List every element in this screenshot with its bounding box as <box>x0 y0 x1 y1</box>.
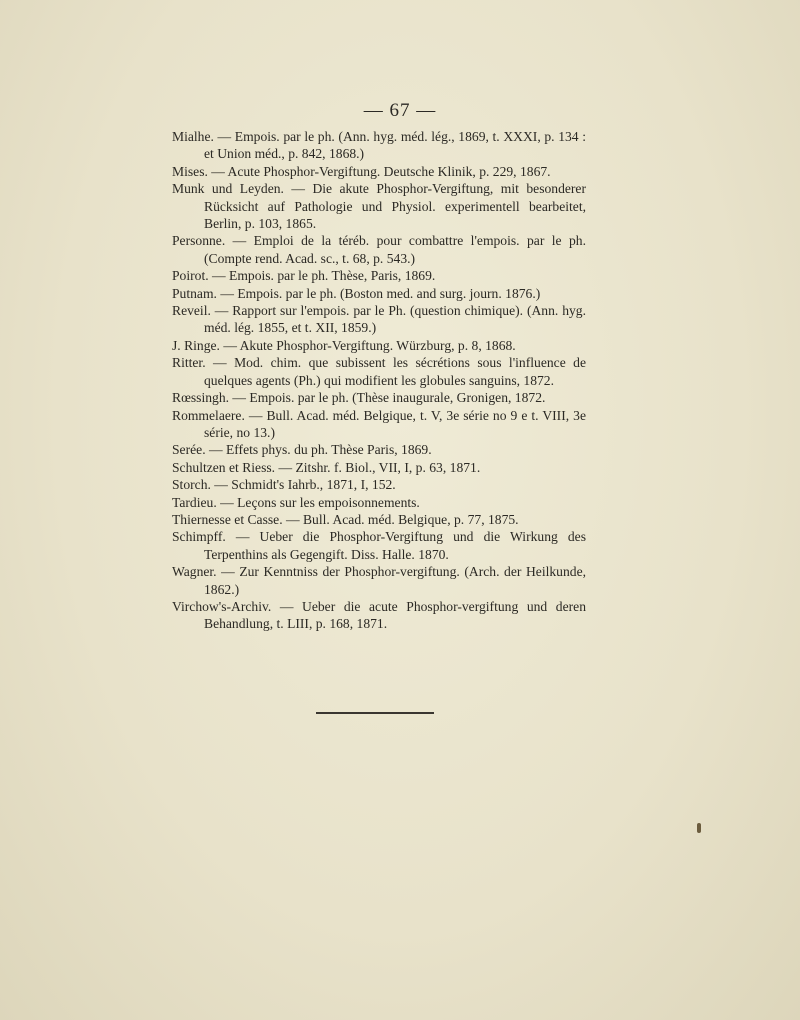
bibliography-entry: Rœssingh. — Empois. par le ph. (Thèse inaugurale, Gronigen, 1872. <box>172 390 546 406</box>
bibliography-entry: J. Ringe. — Akute Phosphor-Vergiftung. Würzburg, p. 8, 1868. <box>172 337 516 353</box>
bibliography-entry: Putnam. — Empois. par le ph. (Boston med. and surg. journ. 1876.) <box>172 285 541 301</box>
bibliography-entry: Mialhe. — Empois. par le ph. (Ann. hyg. méd. lég., 1869, t. XXXI, p. 134 : et Union méd., p. 842, 1868.) <box>172 129 586 162</box>
ink-mark <box>697 823 701 833</box>
bibliography-entry: Poirot. — Empois. par le ph. Thèse, Paris, 1869. <box>172 268 436 284</box>
bibliography-entry: Rommelaere. — Bull. Acad. méd. Belgique, t. V, 3e série no 9 e t. VIII, 3e série, no 13.) <box>172 407 586 440</box>
bibliography-entry: Serée. — Effets phys. du ph. Thèse Paris, 1869. <box>172 442 432 458</box>
bibliography-entry: Thiernesse et Casse. — Bull. Acad. méd. Belgique, p. 77, 1875. <box>172 511 519 527</box>
bibliography-entry: Wagner. — Zur Kenntniss der Phosphor-vergiftung. (Arch. der Heilkunde, 1862.) <box>172 564 586 597</box>
bibliography-entry: Schultzen et Riess. — Zitshr. f. Biol., VII, I, p. 63, 1871. <box>172 459 481 475</box>
bibliography-entry: Mises. — Acute Phosphor-Vergiftung. Deutsche Klinik, p. 229, 1867. <box>172 163 551 179</box>
bibliography-entry: Schimpff. — Ueber die Phosphor-Vergiftung und die Wirkung des Terpenthins als Gegengift. Diss. Halle. 1870. <box>172 529 586 562</box>
bibliography-entry: Virchow's-Archiv. — Ueber die acute Phosphor-vergiftung und deren Behandlung, t. LIII, p. 168, 1871. <box>172 598 586 632</box>
bibliography-list <box>172 128 586 633</box>
bibliography-entry: Storch. — Schmidt's Iahrb., 1871, I, 152. <box>172 477 396 493</box>
bibliography-entry: Munk und Leyden. — Die akute Phosphor-Vergiftung, mit besonderer Rücksicht auf Pathologie und Physiol. experimentell bearbeitet, Berlin, p. 103, 1865. <box>172 181 586 232</box>
closing-rule <box>316 712 434 714</box>
bibliography-entry: Personne. — Emploi de la téréb. pour combattre l'empois. par le ph. (Compte rend. Acad. sc., t. 68, p. 543.) <box>172 233 586 266</box>
page-number: — 67 — <box>363 100 437 121</box>
bibliography-entry: Reveil. — Rapport sur l'empois. par le Ph. (question chimique). (Ann. hyg. méd. lég. 1855, et t. XII, 1859.) <box>172 303 586 336</box>
bibliography-entry: Tardieu. — Leçons sur les empoisonnements. <box>172 494 420 510</box>
bibliography-entry: Ritter. — Mod. chim. que subissent les sécrétions sous l'influence de quelques agents (Ph.) qui modifient les globules sanguins, 1872. <box>172 355 586 388</box>
